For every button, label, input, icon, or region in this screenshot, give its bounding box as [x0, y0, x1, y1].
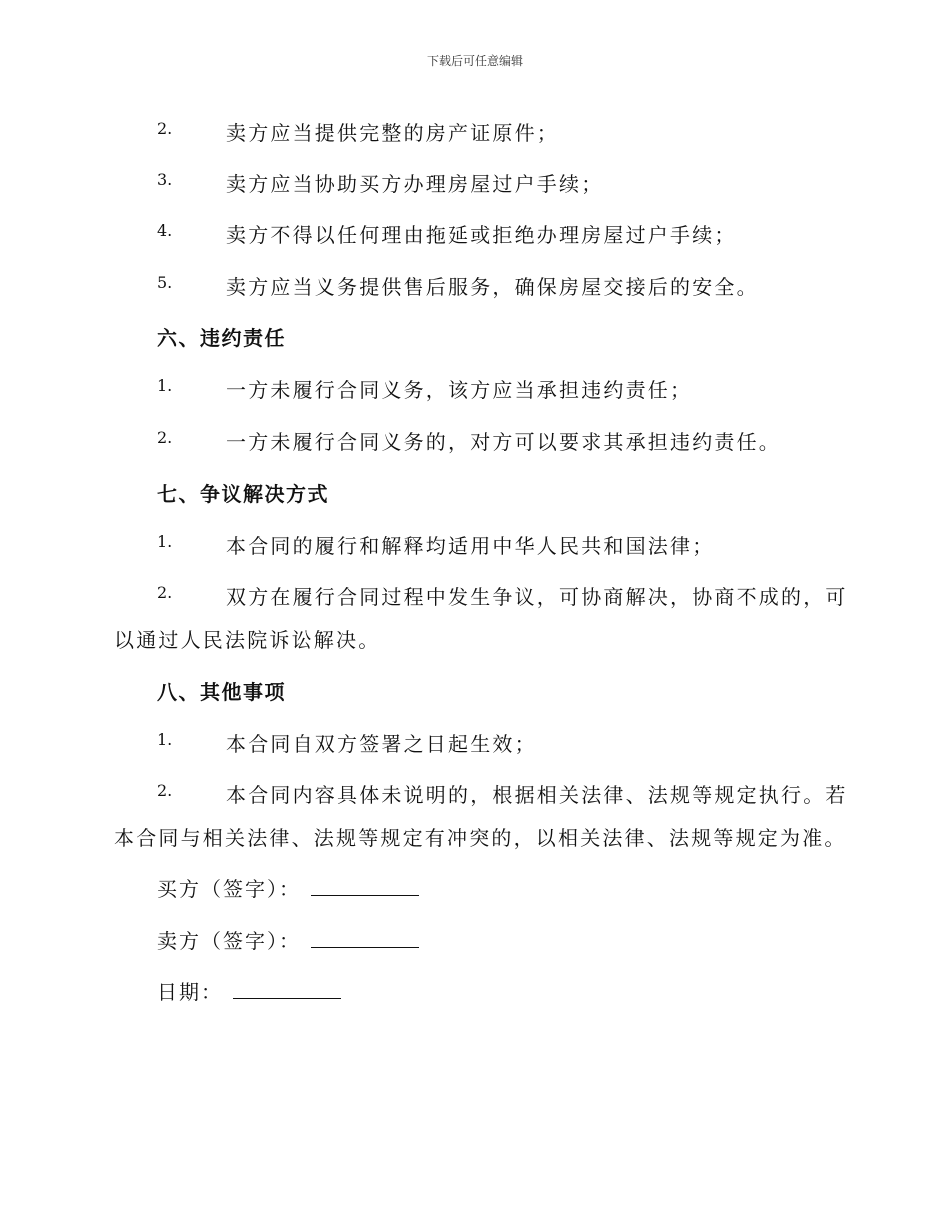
item-number: 2. [157, 781, 173, 800]
item-number: 1. [157, 730, 173, 749]
item-number: 4. [157, 221, 173, 240]
item-number: 1. [157, 376, 173, 395]
item-text: 卖方应当协助买方办理房屋过户手续； [226, 172, 604, 196]
item-text: 双方在履行合同过程中发生争议，可协商解决，协商不成的，可 [226, 585, 848, 609]
seller-signature-blank[interactable] [311, 929, 419, 948]
item-text: 本合同自双方签署之日起生效； [226, 732, 537, 756]
seller-signature-line [157, 925, 419, 954]
item-text: 一方未履行合同义务的，对方可以要求其承担违约责任。 [226, 430, 781, 454]
item-number: 2. [157, 119, 173, 138]
item-text: 一方未履行合同义务，该方应当承担违约责任； [226, 378, 693, 402]
item-text: 卖方不得以任何理由拖延或拒绝办理房屋过户手续； [226, 223, 737, 247]
section-heading: 七、争议解决方式 [157, 482, 329, 506]
item-number: 5. [157, 273, 173, 292]
seller-signature-label: 卖方（签字）： [157, 929, 301, 953]
item-text-continuation: 以通过人民法院诉讼解决。 [114, 628, 381, 652]
section-heading: 八、其他事项 [157, 680, 286, 704]
item-number: 2. [157, 583, 173, 602]
date-label: 日期： [157, 980, 223, 1004]
item-text: 卖方应当义务提供售后服务，确保房屋交接后的安全。 [226, 275, 759, 299]
item-number: 2. [157, 428, 173, 447]
item-number: 3. [157, 170, 173, 189]
item-text-continuation: 本合同与相关法律、法规等规定有冲突的，以相关法律、法规等规定为准。 [114, 826, 847, 850]
item-number: 1. [157, 532, 173, 551]
item-text: 卖方应当提供完整的房产证原件； [226, 121, 559, 145]
date-line [157, 976, 341, 1005]
page-header: 下载后可任意编辑 [426, 54, 523, 68]
date-blank[interactable] [233, 980, 341, 999]
section-heading: 六、违约责任 [157, 326, 286, 350]
buyer-signature-blank[interactable] [311, 877, 419, 896]
item-text: 本合同的履行和解释均适用中华人民共和国法律； [226, 534, 715, 558]
buyer-signature-line [157, 873, 419, 902]
buyer-signature-label: 买方（签字）： [157, 877, 301, 901]
item-text: 本合同内容具体未说明的，根据相关法律、法规等规定执行。若 [226, 783, 848, 807]
